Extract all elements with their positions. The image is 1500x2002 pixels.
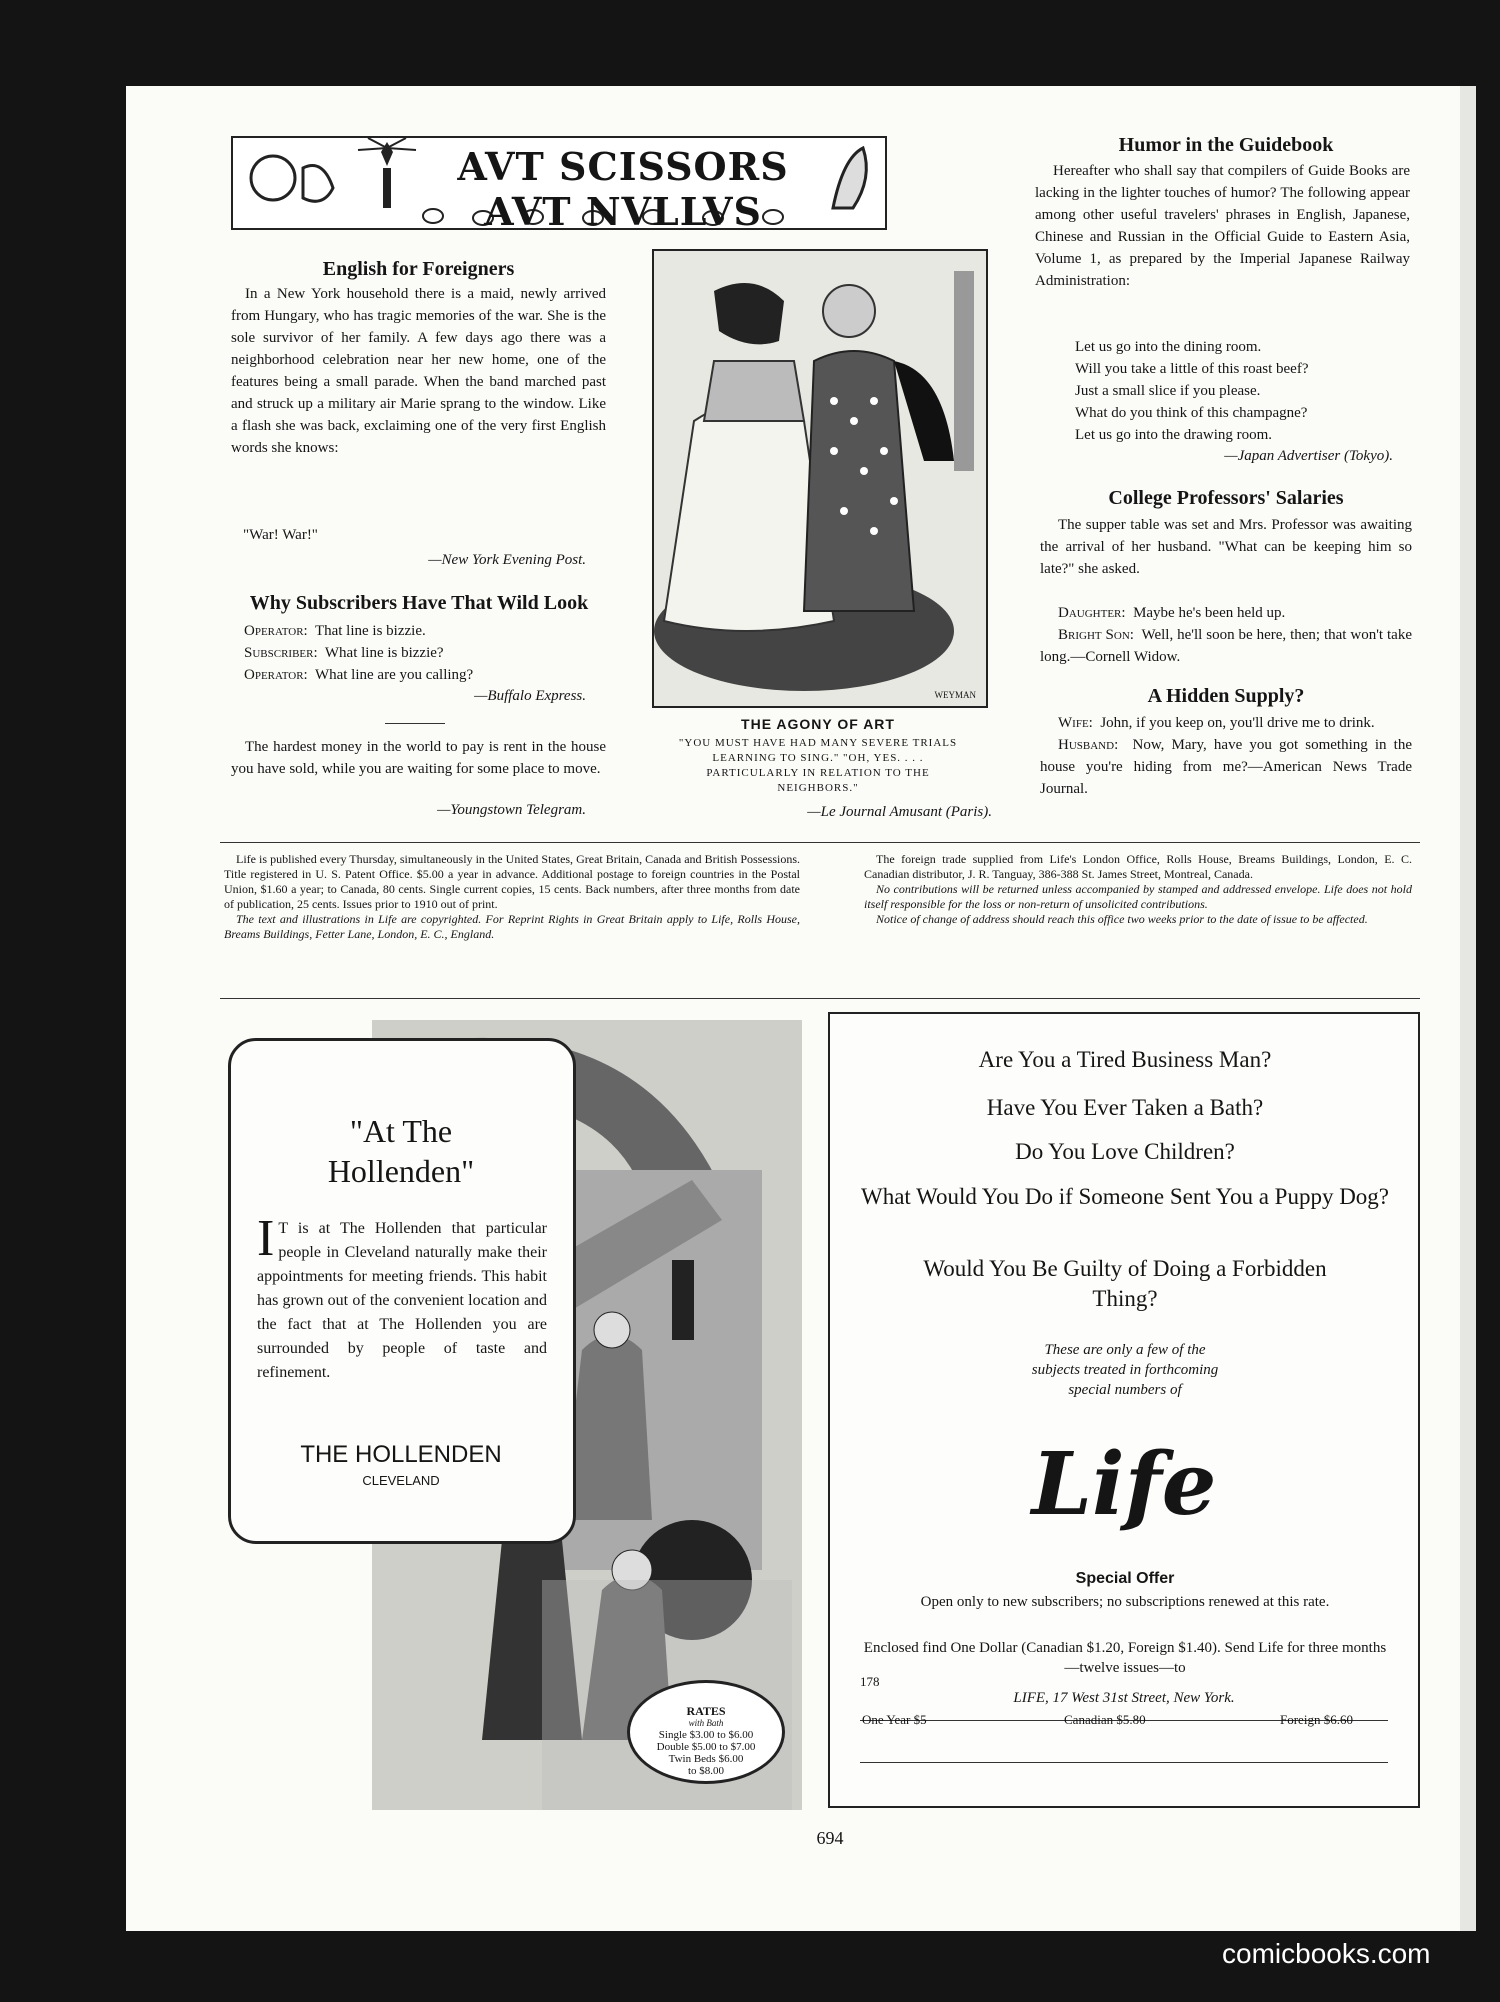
hollenden-city: CLEVELAND <box>362 1473 440 1488</box>
cartoon-caption-title: THE AGONY OF ART <box>741 716 895 732</box>
phrase-line: Let us go into the dining room. <box>1075 339 1262 355</box>
english-quote: "War! War!" <box>243 527 318 543</box>
english-body: In a New York household there is a maid, newly arrived from Hungary, who has tragic memories of the war. She is the sole survivor of her family. A few days ago there was a neighborhood celebration near her new home, one of the features being a small parade. When the band marched past and struck up a military air Marie sprang to the window. Like a flash she was back, exclaiming one of the very first English words she knows: <box>231 286 606 456</box>
offer-terms: Open only to new subscribers; no subscriptions renewed at this rate. <box>920 1594 1330 1610</box>
life-subscription-ad <box>828 1012 1420 1808</box>
cartoon-illustration <box>652 249 988 708</box>
cartoon-attribution: —Le Journal Amusant (Paris). <box>807 804 992 820</box>
cartoon-caption-text: "YOU MUST HAVE HAD MANY SEVERE TRIALS LEARNING TO SING." "OH, YES. . . . PARTICULARLY IN RELATION TO THE NEIGHBORS." <box>678 737 958 794</box>
dialog-line: Wife: John, if you keep on, you'll drive me to drink. <box>1058 715 1375 731</box>
ad-question: Do You Love Children? <box>1015 1139 1235 1164</box>
price-foreign: Foreign $6.60 <box>1280 1712 1353 1727</box>
notice-right-italic-2: Notice of change of address should reach this office two weeks prior to the date of issue to be affected. <box>876 912 1368 926</box>
ad-question: Are You a Tired Business Man? <box>978 1047 1272 1072</box>
column-banner <box>231 136 887 234</box>
humor-attribution: —Japan Advertiser (Tokyo). <box>1224 448 1393 464</box>
ad-subtext: These are only a few of the subjects treated in forthcoming special numbers of <box>1031 1342 1219 1398</box>
offer-instructions: Enclosed find One Dollar (Canadian $1.20, Foreign $1.40). Send Life for three months—twelve issues—to <box>863 1640 1387 1676</box>
subscribers-title: Why Subscribers Have That Wild Look <box>249 592 589 614</box>
phrase-line: Just a small slice if you please. <box>1075 383 1261 399</box>
hand-icon <box>303 166 333 202</box>
professors-title: College Professors' Salaries <box>1108 487 1344 509</box>
hardest-money-attribution: —Youngstown Telegram. <box>437 802 586 818</box>
subscribers-dialog <box>244 620 606 686</box>
dialog-line: Husband: Now, Mary, have you got something in the house you're hiding from me?—American News Trade Journal. <box>1040 737 1413 797</box>
humor-title: Humor in the Guidebook <box>1118 134 1334 156</box>
dialog-line: Daughter: Maybe he's been held up. <box>1058 605 1286 621</box>
page-number: 694 <box>816 1828 844 1848</box>
hollenden-body-text: T is at The Hollenden that particular people in Cleveland naturally make their appointments for meeting friends. This habit has grown out of the convenient location and the fact that at The Hollenden you are surrounded by people of taste and refinement. <box>257 1220 547 1381</box>
notice-left-italic: The text and illustrations in Life are copyrighted. For Reprint Rights in Great Britain apply to Life, Rolls House, Breams Buildings, Fetter Lane, London, E. C., England. <box>224 912 800 941</box>
price-us: One Year $5 <box>862 1712 927 1727</box>
price-canada: Canadian $5.80 <box>1064 1712 1146 1727</box>
banner-title: AVT SCISSORS AVT NVLLVS <box>457 144 789 234</box>
notice-bottom-rule <box>220 998 1420 999</box>
hidden-supply-title: A Hidden Supply? <box>1147 685 1305 707</box>
hidden-supply-dialog <box>1040 712 1412 800</box>
short-divider <box>385 723 445 724</box>
dialog-line: Operator: That line is bizzie. <box>244 623 426 639</box>
rates-title: RATES <box>686 1704 726 1718</box>
english-title: English for Foreigners <box>322 258 515 280</box>
rate-line: to $8.00 <box>687 1765 725 1777</box>
dialog-line: Operator: What line are you calling? <box>244 667 474 683</box>
rabbit-icon <box>833 148 866 208</box>
cartoon-signature: WEYMAN <box>934 690 976 700</box>
cartoon-art <box>654 251 986 706</box>
ad-address: LIFE, 17 West 31st Street, New York. <box>1013 1690 1235 1706</box>
phrase-line: Let us go into the drawing room. <box>1075 427 1273 443</box>
sun-icon <box>251 156 295 200</box>
hardest-money-body: The hardest money in the world to pay is rent in the house you have sold, while you are waiting for some place to move. <box>231 739 606 777</box>
form-line <box>860 1762 1388 1763</box>
dialog-line: Bright Son: Well, he'll soon be here, then; that won't take long.—Cornell Widow. <box>1040 627 1413 665</box>
page-gutter <box>1460 86 1476 1931</box>
hollenden-body <box>257 1210 547 1385</box>
life-logo: Life <box>1031 1434 1217 1535</box>
humor-body: Hereafter who shall say that compilers of Guide Books are lacking in the lighter touches of humor? The following appear among other useful travelers' phrases in English, Japanese, Chinese and Russian in the Official Guide to Eastern Asia, Volume 1, as prepared by the Imperial Japanese Railway Administration: <box>1035 163 1410 289</box>
notice-left-text: Life is published every Thursday, simultaneously in the United States, Great Britain, Canada and British Possessions. Title registered in U. S. Patent Office. $5.00 a year in advance. Additional postage to foreign countries in the Postal Union, $1.60 a year; to Canada, 80 cents. Single current copies, 15 cents. Back numbers, after three months from date of publication, 25 cents. Issues prior to 1910 out of print. <box>224 852 800 911</box>
rate-line: Double $5.00 to $7.00 <box>656 1741 756 1753</box>
notice-right-text: The foreign trade supplied from Life's London Office, Rolls House, Breams Buildings, London, E. C. Canadian distributor, J. R. Tanguay, 386-388 St. James Street, Montreal, Canada. <box>864 852 1412 881</box>
notice-top-rule <box>220 842 1420 843</box>
rates-sub: with Bath <box>688 1718 724 1728</box>
notice-left <box>224 852 800 942</box>
phrase-line: What do you think of this champagne? <box>1075 405 1308 421</box>
drop-cap: I <box>257 1210 275 1267</box>
rate-line: Single $3.00 to $6.00 <box>658 1729 754 1741</box>
offer-title: Special Offer <box>1075 1570 1175 1587</box>
hollenden-text-panel <box>228 1038 576 1544</box>
watermark: comicbooks.com <box>1222 1938 1431 1969</box>
notice-right <box>864 852 1412 927</box>
ad-question: Have You Ever Taken a Bath? <box>986 1095 1264 1120</box>
candle-icon <box>383 168 391 208</box>
hollenden-name: THE HOLLENDEN <box>300 1441 502 1468</box>
notice-right-italic-1: No contributions will be returned unless accompanied by stamped and addressed envelope. Life does not hold itself responsible for the loss or non-return of unsolicited contributions. <box>864 882 1412 911</box>
humor-phrases <box>1075 336 1415 446</box>
hollenden-ad <box>222 1020 802 1810</box>
english-attribution: —New York Evening Post. <box>428 552 586 568</box>
subscribers-attribution: —Buffalo Express. <box>474 688 586 704</box>
ad-code: 178 <box>860 1674 880 1689</box>
professors-dialog <box>1040 602 1412 668</box>
hollenden-rates <box>627 1680 785 1784</box>
ad-question: What Would You Do if Someone Sent You a Puppy Dog? <box>860 1184 1390 1209</box>
phrase-line: Will you take a little of this roast beef? <box>1075 361 1309 377</box>
ad-question: Would You Be Guilty of Doing a Forbidden Thing? <box>923 1256 1327 1311</box>
professors-body: The supper table was set and Mrs. Professor was awaiting the arrival of her husband. "What can be keeping him so late?" she asked. <box>1040 517 1412 577</box>
rate-line: Twin Beds $6.00 <box>668 1753 744 1765</box>
hollenden-title: "At The Hollenden" <box>327 1113 475 1189</box>
dialog-line: Subscriber: What line is bizzie? <box>244 645 444 661</box>
